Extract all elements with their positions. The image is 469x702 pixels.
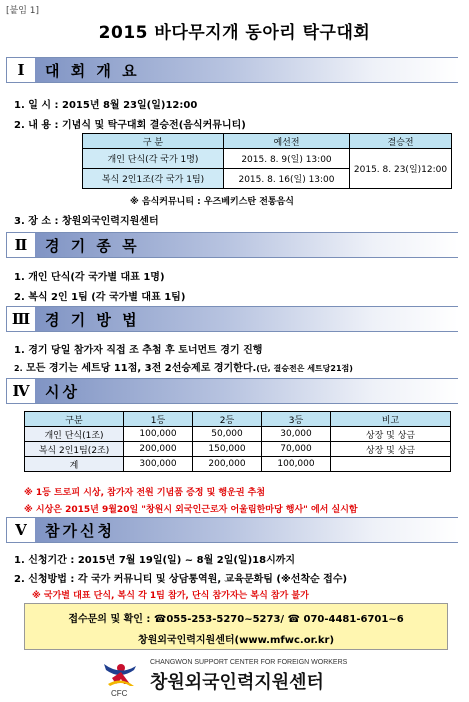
section-header-method [6, 306, 458, 332]
schedule-header: 예선전 [224, 134, 350, 149]
prize-header: 비고 [331, 412, 451, 427]
prize-second: 50,000 [193, 427, 262, 442]
table-row [25, 427, 451, 442]
section-title: 경 기 방 법 [35, 306, 458, 332]
contact-website: 창원외국인력지원센터(www.mfwc.or.kr) [137, 635, 335, 646]
section-title: 대 회 개 요 [35, 57, 458, 83]
section-number: Ⅰ [6, 57, 35, 83]
prize-header: 2등 [193, 412, 262, 427]
logo-abbr: CFC [111, 689, 128, 698]
section-title: 시상 [35, 378, 458, 404]
section-number: Ⅴ [6, 517, 35, 543]
prize-label: 복식 2인1팀(2조) [25, 442, 124, 457]
logo-korean-name: 창원외국인력지원센터 [150, 672, 324, 693]
schedule-header: 구 분 [83, 134, 224, 149]
apply-note: ※ 국가별 대표 단식, 복식 각 1팀 참가, 단식 참가자는 복식 참가 불가 [32, 591, 309, 601]
prize-second: 150,000 [193, 442, 262, 457]
prize-note: 상장 및 상금 [331, 427, 451, 442]
table-row [83, 149, 452, 169]
prize-label: 계 [25, 457, 124, 472]
section-header-events [6, 232, 458, 258]
prize-second: 200,000 [193, 457, 262, 472]
food-note: ※ 음식커뮤니티 : 우즈베키스탄 전통음식 [130, 197, 294, 207]
prize-header: 1등 [124, 412, 193, 427]
table-row [25, 457, 451, 472]
schedule-final: 2015. 8. 23(일)12:00 [350, 149, 452, 189]
prize-third: 70,000 [262, 442, 331, 457]
schedule-prelim: 2015. 8. 16(일) 13:00 [224, 169, 350, 189]
contact-phone: 접수문의 및 확인 : ☎055-253-5270~5273/ ☎ 070-4481-6701~6 [68, 614, 404, 625]
schedule-header: 결승전 [350, 134, 452, 149]
logo-english-name: CHANGWON SUPPORT CENTER FOR FOREIGN WORKERS [150, 659, 348, 666]
schedule-prelim: 2015. 8. 9(일) 13:00 [224, 149, 350, 169]
award-note-1: ※ 1등 트로피 시상, 참가자 전원 기념품 증정 및 행운권 추첨 [24, 488, 266, 498]
method-2-note: (단, 결승전은 세트당21점) [256, 364, 353, 373]
overview-date: 1. 일 시 : 2015년 8월 23일(일)12:00 [14, 100, 198, 111]
attachment-tag: [붙임 1] [6, 6, 39, 16]
logo-swoosh-yellow [108, 680, 134, 686]
prize-header: 구분 [25, 412, 124, 427]
prize-first: 200,000 [124, 442, 193, 457]
prize-label: 개인 단식(1조) [25, 427, 124, 442]
schedule-label: 복식 2인1조(각 국가 1팀) [83, 169, 224, 189]
section-header-overview [6, 57, 458, 83]
event-singles: 1. 개인 단식(각 국가별 대표 1명) [14, 272, 165, 283]
prize-table [24, 411, 451, 472]
prize-note: 상장 및 상금 [331, 442, 451, 457]
overview-place: 3. 장 소 : 창원외국인력지원센터 [14, 216, 159, 227]
section-number: Ⅱ [6, 232, 35, 258]
section-header-apply [6, 517, 458, 543]
section-number: Ⅳ [6, 378, 35, 404]
prize-third: 30,000 [262, 427, 331, 442]
prize-third: 100,000 [262, 457, 331, 472]
overview-content: 2. 내 용 : 기념식 및 탁구대회 결승전(음식커뮤니티) [14, 120, 246, 131]
footer-logo [0, 654, 469, 698]
prize-note [331, 457, 451, 472]
apply-period: 1. 신청기간 : 2015년 7월 19일(일) ~ 8월 2일(일)18시까지 [14, 555, 296, 566]
table-row [25, 442, 451, 457]
prize-first: 300,000 [124, 457, 193, 472]
apply-method: 2. 신청방법 : 각 국가 커뮤니티 및 상담통역원, 교육문화팀 (※선착순 접수) [14, 574, 348, 585]
contact-box [24, 603, 448, 650]
page-title: 2015 바다무지개 동아리 탁구대회 [98, 23, 371, 43]
prize-first: 100,000 [124, 427, 193, 442]
method-1: 1. 경기 당일 참가자 직접 조 추첨 후 토너먼트 경기 진행 [14, 345, 263, 356]
method-2-text: 모든 경기는 세트당 11점, 3전 2선승제로 경기한다. [26, 363, 257, 374]
section-title: 참가신청 [35, 517, 458, 543]
section-number: Ⅲ [6, 306, 35, 332]
schedule-table [82, 133, 452, 189]
section-title: 경 기 종 목 [35, 232, 458, 258]
method-2-number: 2. [14, 364, 23, 373]
prize-header: 3등 [262, 412, 331, 427]
section-header-awards [6, 378, 458, 404]
event-doubles: 2. 복식 2인 1팀 (각 국가별 대표 1팀) [14, 292, 186, 303]
method-2 [14, 359, 353, 374]
schedule-label: 개인 단식(각 국가 1명) [83, 149, 224, 169]
cfc-logo-icon [0, 654, 469, 698]
award-note-2: ※ 시상은 2015년 9월20일 "창원시 외국인근로자 어울림한마당 행사" 에서 실시함 [24, 505, 358, 515]
